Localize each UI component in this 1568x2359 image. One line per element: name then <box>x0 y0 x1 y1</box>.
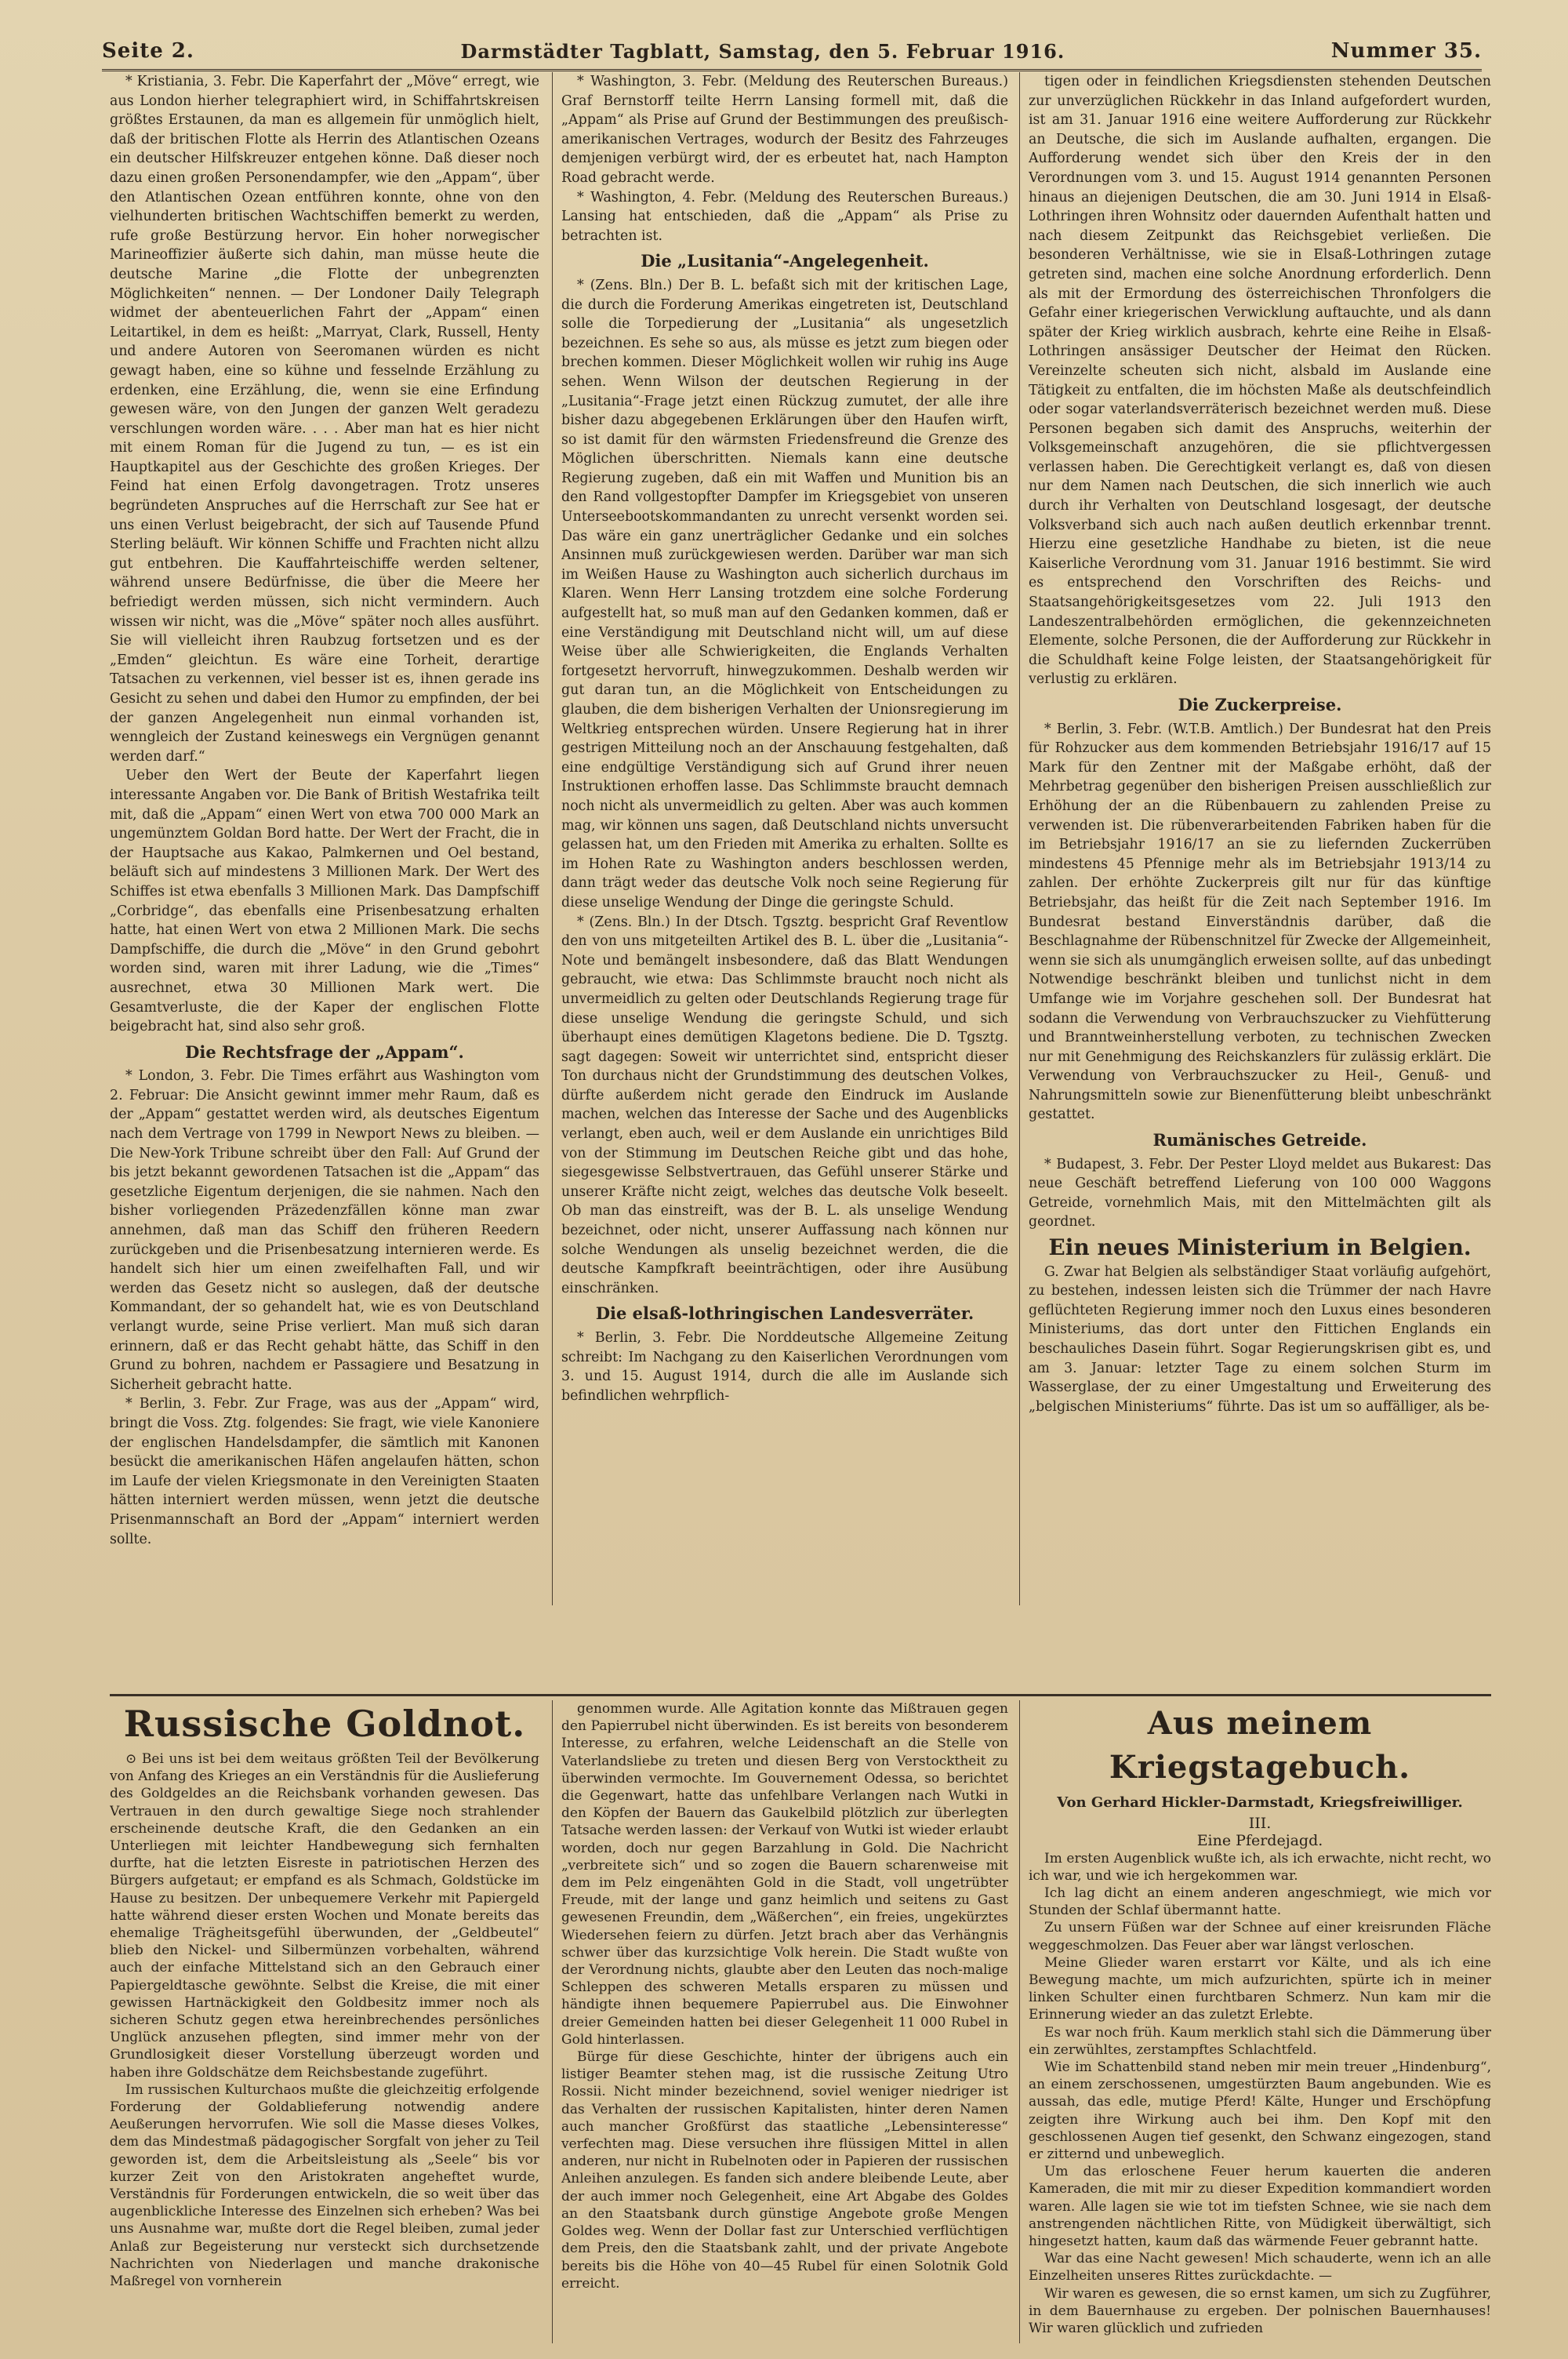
tagebuch-paragraph-6: Wie im Schattenbild stand neben mir mein treuer „Hindenburg“, an einem zerschossenen, umgestürzten Baum angebunden. Wie es aussah, das edle, mutige Pferd! Kälte, Hunger und Erschöpfung zeigten ihre Wirkung auch bei ihm. Den Kopf mit den geschlossenen Augen tief gesenkt, den Schwanz eingezogen, stand er zitternd und unbeweglich. <box>1029 2059 1491 2163</box>
tagebuch-paragraph-4: Meine Glieder waren erstarrt vor Kälte, und als ich eine Bewegung machte, um mich aufzurichten, spürte ich in meiner linken Schulter einen furchtbaren Schmerz. Nun kam mir die Erinnerung wieder an das zuletzt Erlebte. <box>1029 1954 1491 2023</box>
feuilleton-kriegstagebuch <box>1029 1700 1491 2343</box>
kriegstagebuch-part: III. <box>1248 1815 1272 1833</box>
article-berlin-appam: * Berlin, 3. Febr. Zur Frage, was aus der „Appam“ wird, bringt die Voss. Ztg. folgendes: Sie fragt, wie viele Kanoniere der englischen Handelsdampfer, die sämtlich mit Kanonen besückt die amerikanischen Häfen angelaufen hätten, schon im Laufe der vielen Kriegsmonate in den Vereinigten Staaten hätten interniert werden müssen, wenn jetzt die deutsche Prisenmannschaft an Bord der „Appam“ interniert werden sollte. <box>110 1396 539 1547</box>
article-landesverraeter-cont: tigen oder in feindlichen Kriegsdiensten stehenden Deutschen zur unverzüglichen Rückkehr in das Inland aufgefordert wurden, ist am 31. Januar 1916 eine weitere Aufforderung zur Rückkehr an Deutsche, die sich im Auslande aufhalten, ergangen. Die Aufforderung wendet sich über den Kreis der in den Verordnungen vom 3. und 15. August 1914 genannten Personen hinaus an diejenigen Deutschen, die am 30. Juni 1914 in Elsaß-Lothringen ihren Wohnsitz oder dauernden Aufenthalt hatten und nach diesem Zeitpunkt das Reichsgebiet verließen. Die besonderen Verhältnisse, wie sie in Elsaß-Lothringen zutage getreten sind, machen eine solche Anordnung erforderlich. Denn als mit der Ermordung des österreichischen Thronfolgers die Gefahr einer kriegerischen Verwicklung auftauchte, und als dann später der Krieg wirklich ausbrach, kehrte eine Reihe in Elsaß-Lothringen ansässiger Deutscher der Heimat den Rücken. Vereinzelte scheuten sich nicht, alsbald im Auslande eine Tätigkeit zu entfalten, die im höchsten Maße als deutschfeindlich oder sogar vaterlandsverräterisch bezeichnet werden muß. Diese Personen begaben sich damit des Anspruchs, weiterhin der Volksgemeinschaft anzugehören, die sie pflichtvergessen verlassen haben. Die Gerechtigkeit verlangt es, daß von diesen nur dem Namen nach Deutschen, die sich innerlich wie auch durch ihr Verhalten von Deutschland losgesagt, der deutsche Volksverband sich auch nach außen deutlich erkennbar trennt. Hierzu eine gesetzliche Handhabe zu bieten, ist die neue Kaiserliche Verordnung vom 31. Januar 1916 bestimmt. Sie wird es entsprechend den Vorschriften des Reichs- und Staatsangehörigkeitsgesetzes vom 22. Juli 1913 den Landeszentralbehörden ermöglichen, die gekennzeichneten Elemente, solche Personen, die der Aufforderung zur Rückkehr in die Schuldhaft keine Folge leisten, der Staatsangehörigkeit für verlustig zu erklären. <box>1029 74 1491 688</box>
article-kristiania: * Kristiania, 3. Febr. Die Kaperfahrt der „Möve“ erregt, wie aus London hierher telegraphiert wird, in Schiffahrtskreisen größtes Erstaunen, da man es allgemein für unmöglich hielt, daß der britischen Flotte als Herrin des Atlantischen Ozeans ein deutscher Hilfskreuzer entgehen könne. Daß dieser noch dazu einen großen Personendampfer, wie den „Appam“, über den Atlantischen Ozean entführen konnte, ohne von den vielhunderten britischen Wachtschiffen bemerkt zu werden, rufe große Bestürzung hervor. Ein hoher norwegischer Marineoffizier äußerte sich dahin, man müsse heute die deutsche Marine „die Flotte der unbegrenzten Möglichkeiten“ nennen. — Der Londoner Daily Telegraph widmet der abenteuerlichen Fahrt der „Appam“ einen Leitartikel, in dem es heißt: „Marryat, Clark, Russell, Henty und andere Autoren von Seeromanen würden es nicht gewagt haben, eine so kühne und fesselnde Erzählung zu erdenken, eine Erzählung, die, wenn sie eine Erfindung gewesen wäre, von den Jungen der ganzen Welt geradezu verschlungen worden wäre. . . . Aber man hat es hier nicht mit einem Roman für die Jugend zu tun, — es ist ein Hauptkapitel aus der Geschichte des großen Krieges. Der Feind hat einen Erfolg davongetragen. Trotz unseres begründeten Anspruches auf die Herrschaft zur See hat er uns einen Verlust beigebracht, der sich auf Tausende Pfund Sterling beläuft. Wir können Schiffe und Frachten nicht allzu gut entbehren. Die Kauffahrteischiffe werden seltener, während unsere Bedürfnisse, die über die Meere her befriedigt werden müssen, sich nicht vermindern. Auch wissen wir nicht, was die „Möve“ später noch alles ausführt. Sie will vielleicht ihren Raubzug fortsetzen und es der „Emden“ gleichtun. Es wäre eine Torheit, derartige Tatsachen zu verkennen, viel besser ist es, ihnen gerade ins Gesicht zu sehen und dabei den Humor zu empfinden, der bei der ganzen Angelegenheit nun einmal vorhanden ist, wenngleich der Zustand keineswegs ein Vergnügen genannt werden darf.“ <box>110 74 539 765</box>
kriegstagebuch-subtitle: Eine Pferdejagd. <box>1196 1832 1323 1850</box>
article-landesverraeter: * Berlin, 3. Febr. Die Norddeutsche Allgemeine Zeitung schreibt: Im Nachgang zu den Kaiserlichen Verordnungen vom 3. und 15. August 1914, durch die alle im Auslande sich befindlichen wehrpflich- <box>561 1330 1008 1404</box>
heading-belgien: Ein neues Ministerium in Belgien. <box>1048 1234 1472 1261</box>
tagebuch-paragraph-1: Im ersten Augenblick wußte ich, als ich erwachte, nicht recht, wo ich war, und wie ich hergekommen war. <box>1029 1850 1491 1884</box>
issue-number: Nummer 35. <box>1330 39 1482 63</box>
column-divider <box>1019 1700 1020 2343</box>
tagebuch-paragraph-7: Um das erloschene Feuer herum kauerten die anderen Kameraden, die mit mir zu dieser Expedition kommandiert worden waren. Alle lagen sie wie tot im tiefsten Schnee, wie sie nach dem anstrengenden nächtlichen Ritte, von Müdigkeit überwältigt, sich hingesetzt hatten, kaum daß das wärmende Feuer gebrannt hatte. <box>1029 2164 1491 2250</box>
goldnot-paragraph-3: genommen wurde. Alle Agitation konnte das Mißtrauen gegen den Papierrubel nicht überwinden. Es ist bereits von besonderem Interesse, zu erfahren, welche Leidenschaft an die Stelle von Vaterlandsliebe zu treten und diesen Berg von Verstocktheit zu überwinden vermochte. Im Gouvernement Odessa, so berichtet die Gegenwart, hatte das unfehlbare Verlangen nach Wutki in den Köpfen der Bauern das Gaukelbild plötzlich zur überlegten Tatsache werden lassen: der Verkauf von Wutki ist wieder erlaubt worden, doch nur gegen Barzahlung in Gold. Die Nachricht „verbreitete sich“ und so zogen die Bauern scharenweise mit dem im Pelz eingenähten Gold in die Stadt, voll ungetrübter Freude, mit der lange und ganz heimlich und seitens zu Gast gewesenen Freundin, dem „Wäßerchen“, ein freies, ungekürztes Wiedersehen feiern zu dürfen. Jetzt brach aber das Verhängnis schwer über das kurzsichtige Volk herein. Die Stadt wußte von der Verordnung nichts, glaubte aber den Leuten das noch-malige Schleppen des schweren Metalls ersparen zu müssen und händigte ihnen bequemere Papierrubel aus. Die Einwohner dreier Gemeinden hatten bei dieser Gelegenheit 11 000 Rubel in Gold hinterlassen. <box>561 1701 1008 2048</box>
column-divider <box>552 72 553 1605</box>
heading-landesverraeter: Die elsaß-lothringischen Landesverräter. <box>595 1303 975 1324</box>
feuilleton-goldnot <box>110 1700 539 2343</box>
article-beute: Ueber den Wert der Beute der Kaperfahrt liegen interessante Angaben vor. Die Bank of British Westafrika teilt mit, daß die „Appam“ einen Wert von etwa 700 000 Mark an ungemünztem Goldan Bord hatte. Der Wert der Fracht, die in der Hauptsache aus Kakao, Palmkernen und Oel bestand, beläuft sich auf mindestens 3 Millionen Mark. Der Wert des Schiffes ist etwa ebenfalls 3 Millionen Mark. Das Dampfschiff „Corbridge“, das ebenfalls eine Prisenbesatzung erhalten hatte, hat einen Wert von etwa 2 Millionen Mark. Die sechs Dampfschiffe, die durch die „Möve“ in den Grund gebohrt worden sind, waren mit ihrer Ladung, wie die „Times“ ausrechnet, etwa 30 Millionen Mark wert. Die Gesamtverluste, die der Kaper der englischen Flotte beigebracht hat, sind also sehr groß. <box>110 768 539 1035</box>
heading-lusitania: Die „Lusitania“-Angelegenheit. <box>641 251 929 271</box>
goldnot-paragraph-1: ⊙ Bei uns ist bei dem weitaus größten Teil der Bevölkerung von Anfang des Krieges an ein Verständnis für die Auslieferung des Goldgeldes an die Reichsbank vorhanden gewesen. Das Vertrauen in den durch gewaltige Siege noch strahlender erscheinende deutsche Kraft, die den Gedanken an ein Unterliegen mit leichter Handbewegung sich fernhalten durfte, hat die letzten Eisreste in patriotischen Herzen des Bürgers aufgetaut; er empfand es als Schmach, Goldstücke im Hause zu besitzen. Der unbequemere Verkehr mit Papiergeld hatte während dieser ersten Wochen und Monate bereits das ehemalige Trägheitsgefühl überwunden, der „Geldbeutel“ blieb den Nickel- und Silbermünzen vorbehalten, während auch der einfache Mittelstand sich an den Gebrauch einer Papiergeldtasche gewöhnte. Selbst die Kreise, die mit einer gewissen Hartnäckigkeit den Goldbesitz immer noch als sicheren Schutz gegen etwa hereinbrechendes persönliches Unglück anzusehen pflegten, sind immer mehr von der Grundlosigkeit dieser Vorstellung überzeugt worden und haben ihre Goldschätze dem Reichsbestande zugeführt. <box>110 1751 539 2081</box>
article-washington-2: * Washington, 4. Febr. (Meldung des Reuterschen Bureaus.) Lansing hat entschieden, daß die „Appam“ als Prise zu betrachten ist. <box>561 189 1008 244</box>
article-london: * London, 3. Febr. Die Times erfährt aus Washington vom 2. Februar: Die Ansicht gewinnt immer mehr Raum, daß es der „Appam“ gestattet werden wird, als deutsches Eigentum nach dem Vertrage von 1799 in Newport News zu bleiben. — Die New-York Tribune schreibt über den Fall: Auf Grund der bis jetzt bekannt gewordenen Tatsachen ist die „Appam“ das gesetzliche Eigentum derjenigen, die sie nahmen. Nach den bisher vorliegenden Präzedenzfällen könne man zwar annehmen, daß man das Schiff den früheren Reedern zurückgeben und die Prisenbesatzung internieren werde. Es handelt sich hier um einen zweifelhaften Fall, und wir werden das Gesetz nicht so auslegen, daß der deutsche Kommandant, der so gehandelt hat, wie es von Deutschland verlangt wurde, seine Prise verliert. Man muß sich daran erinnern, daß er das Recht gehabt hätte, das Schiff in den Grund zu bohren, nachdem er Passagiere und Besatzung in Sicherheit gebracht hatte. <box>110 1068 539 1393</box>
section-divider <box>110 1694 1491 1696</box>
goldnot-title: Russische Goldnot. <box>123 1703 526 1745</box>
feuilleton-goldnot-cont <box>561 1700 1008 2343</box>
column-3 <box>1029 72 1491 1609</box>
kriegstagebuch-byline: Von Gerhard Hickler-Darmstadt, Kriegsfreiwilliger. <box>1057 1794 1463 1811</box>
article-getreide: * Budapest, 3. Febr. Der Pester Lloyd meldet aus Bukarest: Das neue Geschäft betreffend Lieferung von 100 000 Waggons Getreide, vornehmlich Mais, mit den Mittelmächten gilt als geordnet. <box>1029 1156 1491 1230</box>
goldnot-paragraph-4: Bürge für diese Geschichte, hinter der übrigens auch ein listiger Beamter stehen mag, ist die russische Zeitung Utro Rossii. Nicht minder bezeichnend, soviel weniger niedriger ist das Verhalten der russischen Kapitalisten, hinter deren Namen auch mancher Großfürst das staatliche „Lebensinteresse“ verfechten mag. Diese versuchen ihre flüssigen Mittel in allen anderen, nur nicht in Rubelnoten oder in Papieren der russischen Anleihen anzulegen. Es fanden sich andere bleibende Leute, aber der auch immer noch Gelegenheit, eine Art Abgabe des Goldes an den Staatsbank durch günstige Angebote große Mengen Goldes weg. Wenn der Dollar fast zur Unterschied verflüchtigen dem Preis, den die Staatsbank zahlt, und der private Angebote bereits bis die Höhe von 40—45 Rubel für einen Solotnik Gold erreicht. <box>561 2049 1008 2292</box>
tagebuch-paragraph-9: Wir waren es gewesen, die so ernst kamen, um sich zu Zugführer, in dem Bauernhause zu ergeben. Der polnischen Bauernhauses! Wir waren glücklich und zufrieden <box>1029 2285 1491 2337</box>
article-lusitania-2: * (Zens. Bln.) In der Dtsch. Tgsztg. bespricht Graf Reventlow den von uns mitgeteilten Artikel des B. L. über die „Lusitania“-Note und bemängelt insbesondere, daß das Blatt Wendungen gebraucht, wie etwa: Das Schlimmste braucht noch nicht als unvermeidlich zu gelten oder Deutschlands Regierung trage für diese unselige Wendung die geringste Schuld, und sich überhaupt eines demütigen Klagetons bediene. Die D. Tgsztg. sagt dagegen: Soweit wir unterrichtet sind, entspricht dieser Ton durchaus nicht der Grundstimmung des deutschen Volkes, dürfte außerdem nicht gerade den Eindruck im Auslande machen, welchen das Interesse der Sache und des Augenblicks verlangt, eben auch, weil er dem Auslande ein unrichtiges Bild von der Stimmung im Deutschen Reiche gibt und das hohe, siegesgewisse Selbstvertrauen, das Gefühl unserer Stärke und unserer Kräfte nicht zeigt, welches das deutsche Volk beseelt. Ob man das einstreift, was der B. L. als unselige Wendung bezeichnet, oder nicht, unserer Auffassung nach können nur solche Wendungen als unselig bezeichnet werden, die die deutsche Kampfkraft beeinträchtigen, oder ihre Ausübung einschränken. <box>561 914 1008 1296</box>
article-zuckerpreise: * Berlin, 3. Febr. (W.T.B. Amtlich.) Der Bundesrat hat den Preis für Rohzucker aus dem kommenden Betriebsjahr 1916/17 auf 15 Mark für den Zentner mit der Maßgabe erhöht, daß der Mehrbetrag gegenüber den bisherigen Preisen ausschließlich zur Erhöhung der an die Rübenbauern zu zahlenden Preise zu verwenden ist. Die rübenverarbeitenden Fabriken haben für die im Betriebsjahr 1916/17 an sie zu liefernden Zuckerrüben mindestens 45 Pfennige mehr als im Betriebsjahr 1913/14 zu zahlen. Der erhöhte Zuckerpreis gilt nur für das künftige Betriebsjahr, das heißt für die Zeit nach September 1916. Im Bundesrat bestand Einverständnis darüber, daß die Beschlagnahme der Rübenschnitzel für Zwecke der Allgemeinheit, wenn sie sich als unumgänglich erweisen sollte, auf das unbedingt Notwendige beschränkt bleiben und tunlichst nicht in dem Umfange wie im Vorjahre geschehen soll. Der Bundesrat hat sodann die Verwendung von Verbrauchszucker zu Viehfütterung und Branntweinherstellung verboten, zu technischen Zwecken nur mit Genehmigung des Reichskanzlers für zulässig erklärt. Die Verwendung von Verbrauchszucker zu Heil-, Genuß- und Nahrungsmitteln sowie zur Bienenfütterung bleibt unbeschränkt gestattet. <box>1029 721 1491 1123</box>
tagebuch-paragraph-8: War das eine Nacht gewesen! Mich schauderte, wenn ich an alle Einzelheiten unseres Rittes zurückdachte. — <box>1029 2251 1491 2284</box>
column-2 <box>561 72 1008 1609</box>
column-divider <box>552 1700 553 2343</box>
tagebuch-paragraph-3: Zu unsern Füßen war der Schnee auf einer kreisrunden Fläche weggeschmolzen. Das Feuer aber war längst verloschen. <box>1029 1920 1491 1954</box>
article-belgien: G. Zwar hat Belgien als selbständiger Staat vorläufig aufgehört, zu bestehen, indessen leisten sich die Trümmer der nach Havre geflüchteten Regierung immer noch den Luxus eines besonderen Ministeriums, das dort unter den Fittichen Englands ein beschauliches Dasein führt. Sogar Regierungskrisen gibt es, und am 3. Januar: letzter Tage zu einem solchen Sturm im Wasserglase, der zu einer Umgestaltung und Erweiterung des „belgischen Ministeriums“ führte. Das ist um so auffälliger, als be- <box>1029 1263 1491 1415</box>
page-number: Seite 2. <box>102 39 194 63</box>
tagebuch-paragraph-2: Ich lag dicht an einem anderen angeschmiegt, wie mich vor Stunden der Schlaf übermannt hatte. <box>1029 1885 1491 1919</box>
kriegstagebuch-title: Aus meinem Kriegstagebuch. <box>1109 1705 1411 1786</box>
masthead <box>102 33 1482 71</box>
tagebuch-paragraph-5: Es war noch früh. Kaum merklich stahl sich die Dämmerung über ein zerwühltes, zerstampftes Schlachtfeld. <box>1029 2024 1491 2058</box>
column-1 <box>110 72 539 1609</box>
heading-getreide: Rumänisches Getreide. <box>1152 1130 1367 1150</box>
goldnot-paragraph-2: Im russischen Kulturchaos mußte die gleichzeitig erfolgende Forderung der Goldablieferung notwendig andere Aeußerungen hervorrufen. Wie soll die Masse dieses Volkes, dem das Mindestmaß pädagogischer Sorgfalt von jeher zu Teil geworden ist, dem die Arbeitsleistung als „Seele“ bis vor kurzer Zeit von den Aristokraten angeheftet wurde, Verständnis für Forderungen entwickeln, die so weit über das augenblickliche Interesse des Einzelnen sich erheben? Was bei uns Ausnahme war, mußte dort die Regel bleiben, zumal jeder Anlaß zur Begeisterung nur versteckt sich durchsetzende Nachrichten von Niederlagen und manche drakonische Maßregel von vornherein <box>110 2081 539 2290</box>
article-washington-1: * Washington, 3. Febr. (Meldung des Reuterschen Bureaus.) Graf Bernstorff teilte Herrn Lansing formell mit, daß die „Appam“ als Prise auf Grund der Bestimmungen des preußisch-amerikanischen Vertrages, wodurch der Besitz des Fahrzeuges demjenigen verbürgt wird, der es erbeutet hat, nach Hampton Road gebracht werde. <box>561 74 1008 186</box>
newspaper-title: Darmstädter Tagblatt, Samstag, den 5. Februar 1916. <box>460 39 1065 63</box>
heading-zuckerpreise: Die Zuckerpreise. <box>1178 695 1342 714</box>
column-divider <box>1019 72 1020 1605</box>
heading-rechtsfrage: Die Rechtsfrage der „Appam“. <box>185 1041 464 1062</box>
article-lusitania-1: * (Zens. Bln.) Der B. L. befaßt sich mit der kritischen Lage, die durch die Forderung Amerikas eingetreten ist, Deutschland solle die Torpedierung der „Lusitania“ als ungesetzlich bezeichnen. Es sehe so aus, als müsse es jetzt zum biegen oder brechen kommen. Dieser Möglichkeit wollen wir ruhig ins Auge sehen. Wenn Wilson der deutschen Regierung in der „Lusitania“-Frage jetzt einen Rückzug zumutet, der alle ihre bisher dazu abgegebenen Erklärungen über den Haufen wirft, so ist damit für den wärmsten Friedensfreund die Grenze des Möglichen überschritten. Niemals kann eine deutsche Regierung zugeben, daß ein mit Waffen und Munition bis an den Rand vollgestopfter Dampfer im Kriegsgebiet von unseren Unterseebootskommandanten zu unrecht versenkt worden sei. Das wäre ein ganz unerträglicher Gedanke und ein solches Ansinnen muß zurückgewiesen werden. Darüber war man sich im Weißen Hause zu Washington auch sicherlich durchaus im Klaren. Wenn Herr Lansing trotzdem eine solche Forderung aufgestellt hat, so muß man auf den Gedanken kommen, daß er eine Verständigung mit Deutschland nicht will, um auf diese Weise über alle Schwierigkeiten, die Englands Verhalten fortgesetzt hervorruft, hinwegzukommen. Deshalb werden wir gut daran tun, an die Möglichkeit von Entscheidungen zu glauben, die dem bisherigen Verhalten der Unionsregierung im Weltkrieg entsprechen würden. Unsere Regierung hat in ihrer gestrigen Mitteilung noch an der Anschauung festgehalten, daß eine endgültige Verständigung sich auf Grund ihrer neuen Instruktionen erhoffen lasse. Das Schlimmste braucht demnach noch nicht als unvermeidlich zu gelten. Aber was auch kommen mag, wir können uns sagen, daß Deutschland nichts unversucht gelassen hat, um den Frieden mit Amerika zu erhalten. Sollte es im Hohen Rate zu Washington anders beschlossen werden, dann trägt weder das deutsche Volk noch seine Regierung für diese unselige Wendung der Dinge die geringste Schuld. <box>561 277 1008 911</box>
